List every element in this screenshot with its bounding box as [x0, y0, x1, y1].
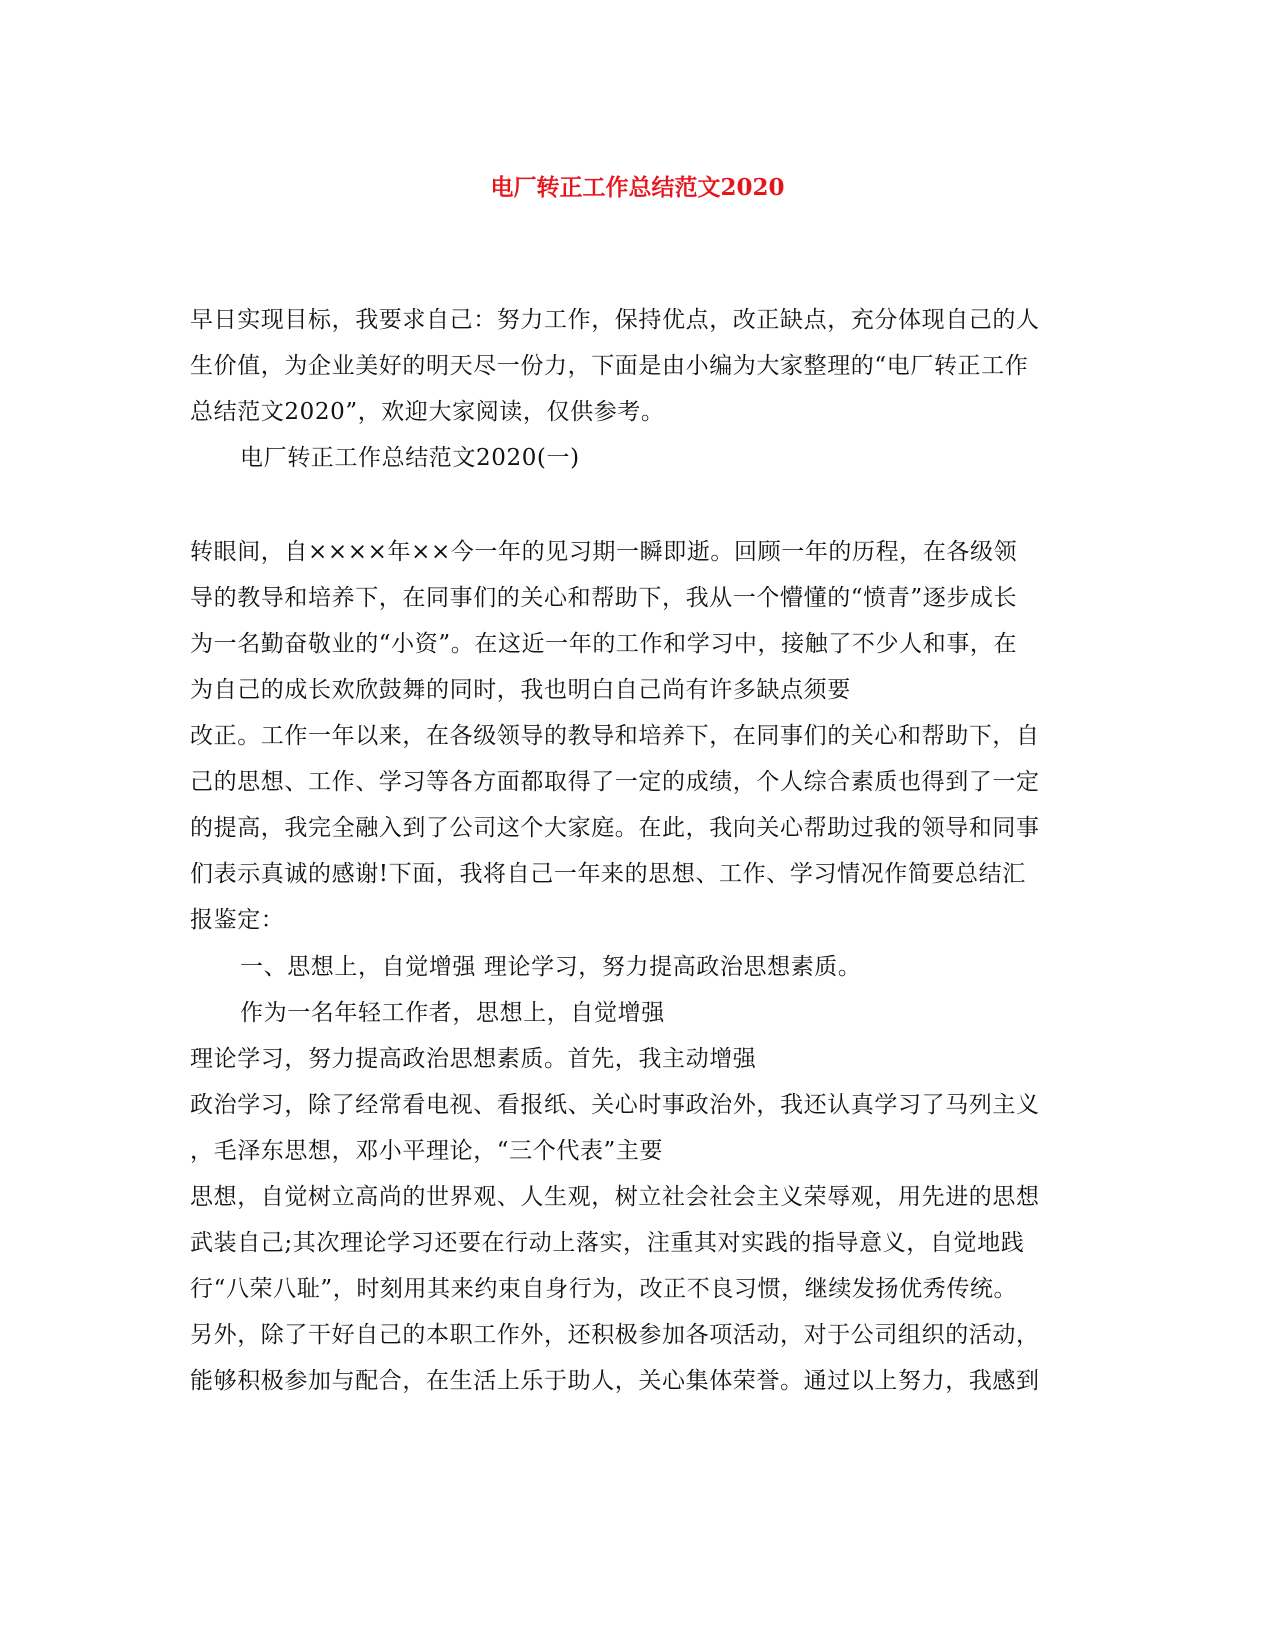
body-line: 另外，除了干好自己的本职工作外，还积极参加各项活动，对于公司组织的活动， — [190, 1322, 1040, 1348]
body-line: 武装自己;其次理论学习还要在行动上落实，注重其对实践的指导意义，自觉地践 — [190, 1230, 1025, 1256]
body-line: 己的思想、工作、学习等各方面都取得了一定的成绩，个人综合素质也得到了一定 — [190, 769, 1040, 795]
body-line: ，毛泽东思想，邓小平理论，“三个代表”主要 — [190, 1138, 664, 1164]
body-line: 的提高，我完全融入到了公司这个大家庭。在此，我向关心帮助过我的领导和同事 — [190, 815, 1040, 841]
body-line: 导的教导和培养下，在同事们的关心和帮助下，我从一个懵懂的“愤青”逐步成长 — [190, 585, 1018, 611]
section-heading: 电厂转正工作总结范文2020(一) — [240, 445, 580, 471]
body-line: 政治学习，除了经常看电视、看报纸、关心时事政治外，我还认真学习了马列主义 — [190, 1092, 1040, 1118]
subsection-heading: 一、思想上，自觉增强 理论学习，努力提高政治思想素质。 — [240, 954, 862, 980]
body-line: 理论学习，努力提高政治思想素质。首先，我主动增强 — [190, 1046, 757, 1072]
body-line: 为自己的成长欢欣鼓舞的同时，我也明白自己尚有许多缺点须要 — [190, 677, 851, 703]
body-line: 行“八荣八耻”，时刻用其来约束自身行为，改正不良习惯，继续发扬优秀传统。 — [190, 1276, 1018, 1302]
body-line: 为一名勤奋敬业的“小资”。在这近一年的工作和学习中，接触了不少人和事，在 — [190, 631, 1018, 657]
body-line: 们表示真诚的感谢!下面，我将自己一年来的思想、工作、学习情况作简要总结汇 — [190, 861, 1026, 887]
body-line: 报鉴定： — [190, 907, 285, 933]
body-line: 作为一名年轻工作者，思想上，自觉增强 — [240, 1000, 665, 1026]
document-title: 电厂转正工作总结范文2020 — [490, 174, 785, 201]
body-line: 总结范文2020”，欢迎大家阅读，仅供参考。 — [190, 399, 665, 425]
body-line: 早日实现目标，我要求自己：努力工作，保持优点，改正缺点，充分体现自己的人 — [190, 307, 1040, 333]
body-line: 生价值，为企业美好的明天尽一份力，下面是由小编为大家整理的“电厂转正工作 — [190, 353, 1029, 379]
body-line: 改正。工作一年以来，在各级领导的教导和培养下，在同事们的关心和帮助下，自 — [190, 723, 1040, 749]
body-line: 转眼间，自××××年××今一年的见习期一瞬即逝。回顾一年的历程，在各级领 — [190, 539, 1018, 565]
body-line: 能够积极参加与配合，在生活上乐于助人，关心集体荣誉。通过以上努力，我感到 — [190, 1368, 1040, 1394]
body-line: 思想，自觉树立高尚的世界观、人生观，树立社会社会主义荣辱观，用先进的思想 — [190, 1184, 1040, 1210]
